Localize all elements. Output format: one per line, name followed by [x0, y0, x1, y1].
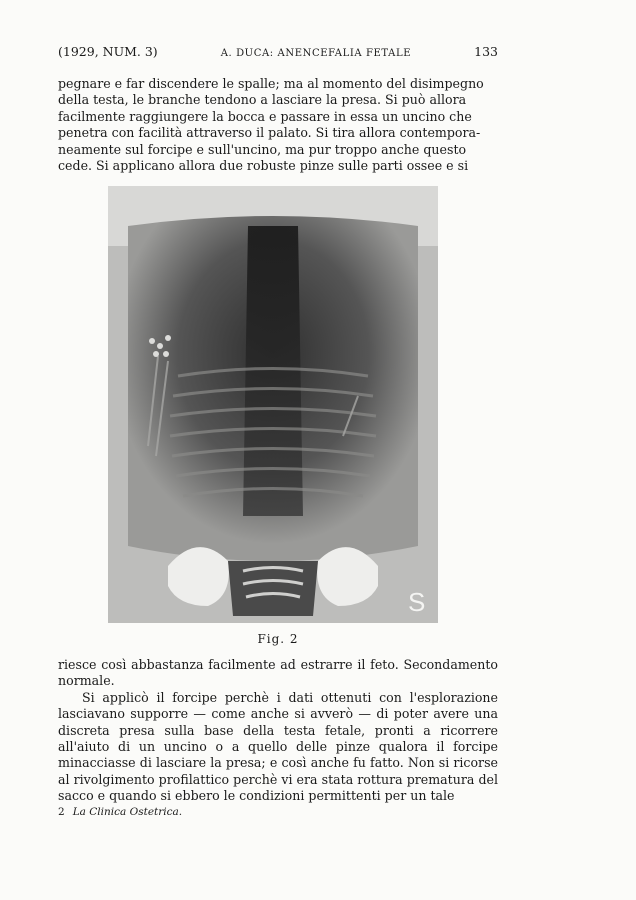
text-line: penetra con facilità attraverso il palato. Si tira allora contempora-	[58, 125, 481, 141]
body-text-bottom	[58, 657, 498, 805]
header-issue: (1929, NUM. 3)	[58, 44, 158, 59]
figure-caption: Fig. 2	[257, 632, 299, 646]
footnote-number: 2	[58, 806, 65, 818]
text-line: neamente sul forcipe e sull'uncino, ma pur troppo anche questo	[58, 141, 467, 157]
running-header	[58, 44, 498, 59]
paragraph: Si applicò il forcipe perchè i dati ottenuti con l'esplorazione lasciavano supporre — come anche si avverò — di poter avere una discreta presa sulla base della testa fetale, pronti a ricorrere all'aiuto di un uncino o a quello delle pinze qualora il forcipe minacciasse di lasciare la presa; e così anche fu fatto. Non si ricorse al rivolgimento profilattico perchè vi era stata rottura prematura del sacco e quando si ebbero le condizioni permittenti per un tale	[58, 689, 498, 804]
page-number: 133	[474, 44, 498, 59]
text-line: della testa, le branche tendono a lasciare la presa. Si può allora	[58, 92, 467, 108]
footnote	[58, 806, 498, 818]
header-title: A. DUCA: ANENCEFALIA FETALE	[220, 48, 412, 59]
text-line: cede. Si applicano allora due robuste pinze sulle parti ossee e si	[58, 158, 469, 174]
body-text-top	[58, 76, 498, 174]
paragraph: riesce così abbastanza facilmente ad estrarre il feto. Secondamento normale.	[58, 657, 498, 689]
text-line: facilmente raggiungere la bocca e passare in essa un uncino che	[58, 108, 472, 124]
xray-figure	[108, 186, 438, 623]
text-line: pegnare e far discendere le spalle; ma al momento del disimpegno	[58, 76, 484, 91]
xray-image	[108, 186, 438, 623]
figure-marker-letter: S	[408, 587, 426, 617]
footnote-text: La Clinica Ostetrica.	[72, 806, 183, 818]
